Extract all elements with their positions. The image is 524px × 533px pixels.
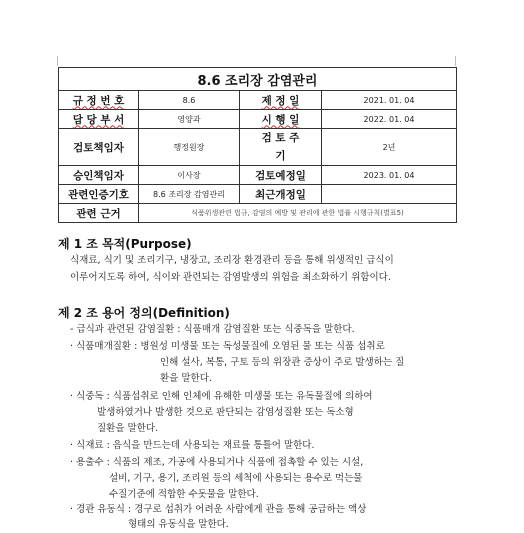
definition-line: · 용출수 : 식품의 제조, 가공에 사용되거나 식품에 접촉할 수 있는 시설, bbox=[70, 457, 364, 468]
definition-line: 환을 말한다. bbox=[160, 373, 212, 384]
enact-date-value: 2021. 01. 04 bbox=[322, 91, 457, 110]
last-revised-value bbox=[322, 185, 457, 204]
definition-line: 설비, 기구, 용기, 조리원 등의 세척에 사용되는 용수로 먹는물 bbox=[109, 473, 363, 484]
definition-line: 질환을 말한다. bbox=[97, 423, 159, 434]
margin-marker bbox=[57, 56, 58, 66]
dept-label: 담 당 부 서 bbox=[59, 110, 139, 129]
effective-date-value: 2022. 01. 04 bbox=[322, 110, 457, 129]
definition-line: · 식중독 : 식품섭취로 인해 인체에 유해한 미생물 또는 유독물질에 의하여 bbox=[70, 391, 373, 402]
effective-date-label: 시 행 일 bbox=[240, 110, 322, 129]
related-basis-value: 식품위생관련 법규, 감염의 예방 및 관리에 관한 법률 시행규칙(별표5) bbox=[139, 204, 457, 223]
article1-line: 식재료, 식기 및 조리기구, 냉장고, 조리장 환경관리 등을 통해 위생적인 급식이 bbox=[70, 255, 394, 266]
review-cycle-label-line2: 기 bbox=[275, 150, 286, 162]
reg-no-value: 8.6 bbox=[139, 91, 240, 110]
related-cert-value: 8.6 조리장 감염관리 bbox=[139, 185, 240, 204]
review-date-label: 검토예정일 bbox=[240, 166, 322, 185]
reg-no-label: 규 정 번 호 bbox=[59, 91, 139, 110]
approver-label: 승인책임자 bbox=[59, 166, 139, 185]
review-cycle-label-line1: 검 토 주 bbox=[261, 132, 300, 144]
related-basis-label: 관련 근거 bbox=[59, 204, 139, 223]
definition-line: · 식재료 : 음식을 만드는데 사용되는 재료를 통틀어 말한다. bbox=[70, 440, 315, 451]
article1-line: 이루어지도록 하여, 식이와 관련되는 감염발생의 위험을 최소화하기 위함이다. bbox=[70, 272, 391, 283]
last-revised-label: 최근개정일 bbox=[240, 185, 322, 204]
review-cycle-label bbox=[240, 129, 322, 166]
approver-value: 이사장 bbox=[139, 166, 240, 185]
document-title: 8.6 조리장 감염관리 bbox=[59, 68, 457, 91]
definition-line: 인해 설사, 복통, 구토 등의 위장관 증상이 주로 발생하는 질 bbox=[160, 357, 405, 368]
review-date-value: 2023. 01. 04 bbox=[322, 166, 457, 185]
review-cycle-value: 2년 bbox=[322, 129, 457, 166]
definition-line: - 급식과 관련된 감염질환 : 식품매개 감염질환 또는 식중독을 말한다. bbox=[70, 324, 355, 335]
article1-heading: 제 1 조 목적(Purpose) bbox=[58, 237, 192, 251]
definition-line: · 경관 유동식 : 경구로 섭취가 어려운 사람에게 관을 통해 공급하는 액상 bbox=[70, 504, 367, 515]
margin-marker bbox=[455, 56, 456, 66]
regulation-info-table bbox=[58, 67, 457, 223]
definition-line: 수질기준에 적합한 수돗물을 말한다. bbox=[109, 489, 259, 500]
related-cert-label: 관련인증기호 bbox=[59, 185, 139, 204]
enact-date-label: 제 정 일 bbox=[240, 91, 322, 110]
definition-line: 형태의 유동식을 말한다. bbox=[128, 519, 229, 530]
definition-line: 발생하였거나 발생한 것으로 판단되는 감염성질환 또는 독소형 bbox=[97, 407, 354, 418]
article2-heading: 제 2 조 용어 정의(Definition) bbox=[58, 306, 230, 320]
reviewer-label: 검토책임자 bbox=[59, 129, 139, 166]
definition-line: · 식품매개질환 : 병원성 미생물 또는 독성물질에 오염된 물 또는 식품 섭취로 bbox=[70, 341, 385, 352]
dept-value: 영양과 bbox=[139, 110, 240, 129]
reviewer-value: 행정원장 bbox=[139, 129, 240, 166]
